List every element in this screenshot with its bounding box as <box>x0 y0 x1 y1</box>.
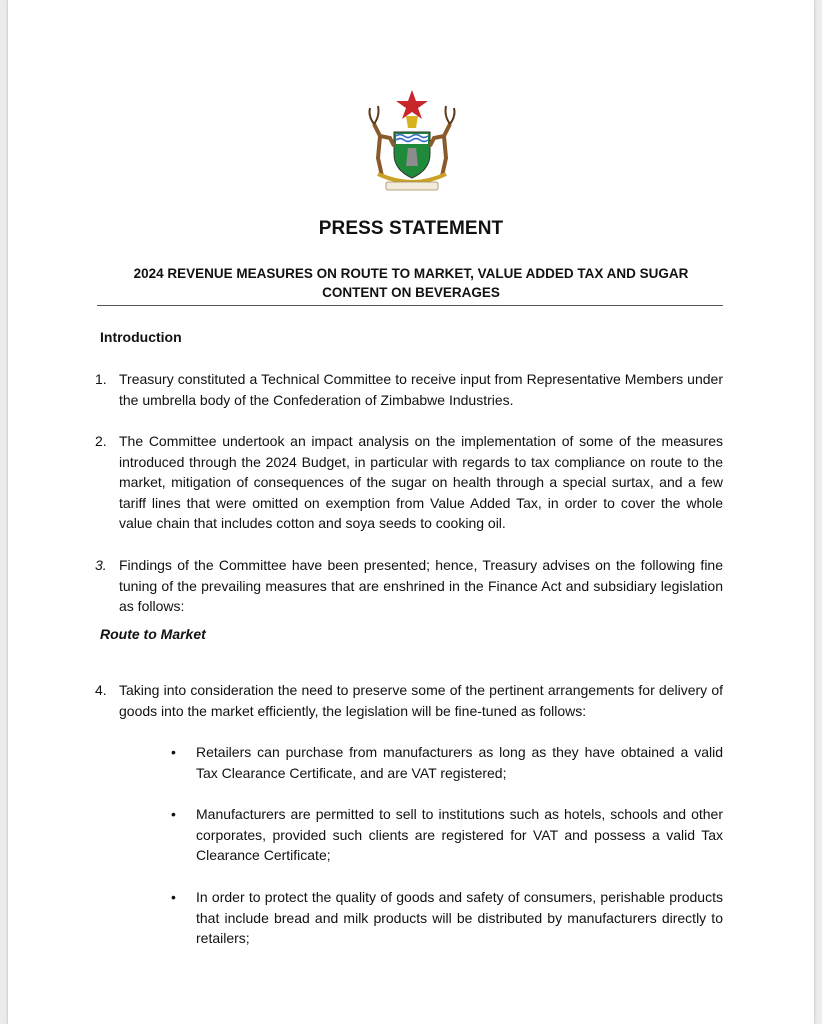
bullet-item <box>171 804 723 866</box>
paragraph-1 <box>95 369 723 410</box>
paragraph-3 <box>95 555 723 617</box>
bullet-text: Retailers can purchase from manufacturers as long as they have obtained a valid Tax Clearance Certificate, and are VAT registered; <box>196 744 723 781</box>
section-heading-introduction: Introduction <box>100 329 182 345</box>
paragraph-number: 3. <box>95 557 107 573</box>
bullet-icon: • <box>171 806 176 822</box>
paragraph-2 <box>95 431 723 534</box>
document-subtitle: 2024 REVENUE MEASURES ON ROUTE TO MARKET, VALUE ADDED TAX AND SUGAR CONTENT ON BEVERAGES <box>133 266 689 300</box>
page-title: PRESS STATEMENT <box>318 218 504 239</box>
paragraph-text: Taking into consideration the need to preserve some of the pertinent arrangements for delivery of goods into the market efficiently, the legislation will be fine-tuned as follows: <box>119 682 723 719</box>
divider <box>97 305 723 306</box>
coat-of-arms-icon <box>356 86 468 196</box>
bullet-item <box>171 742 723 783</box>
bullet-text: In order to protect the quality of goods and safety of consumers, perishable products that include bread and milk products will be distributed by manufacturers directly to retailers; <box>196 889 723 946</box>
bullet-icon: • <box>171 744 176 760</box>
bullet-icon: • <box>171 889 176 905</box>
document-page <box>8 0 814 1024</box>
bullet-item <box>171 887 723 949</box>
paragraph-text: The Committee undertook an impact analysis on the implementation of some of the measures introduced through the 2024 Budget, in particular with regards to tax compliance on route to the market, mitigation of consequences of the sugar on health through a special surtax, and a few tariff lines that were omitted on exemption from Value Added Tax, in order to cover the whole value chain that includes cotton and soya seeds to cooking oil. <box>119 433 723 531</box>
paragraph-4 <box>95 680 723 721</box>
paragraph-number: 2. <box>95 433 107 449</box>
paragraph-number: 4. <box>95 682 107 698</box>
paragraph-text: Treasury constituted a Technical Committee to receive input from Representative Members under the umbrella body of the Confederation of Zimbabwe Industries. <box>119 371 723 408</box>
section-heading-route-to-market: Route to Market <box>100 626 206 642</box>
bullet-text: Manufacturers are permitted to sell to institutions such as hotels, schools and other corporates, provided such clients are registered for VAT and possess a valid Tax Clearance Certificate; <box>196 806 723 863</box>
paragraph-text: Findings of the Committee have been presented; hence, Treasury advises on the following fine tuning of the prevailing measures that are enshrined in the Finance Act and subsidiary legislation as follows: <box>119 557 723 614</box>
paragraph-number: 1. <box>95 371 107 387</box>
